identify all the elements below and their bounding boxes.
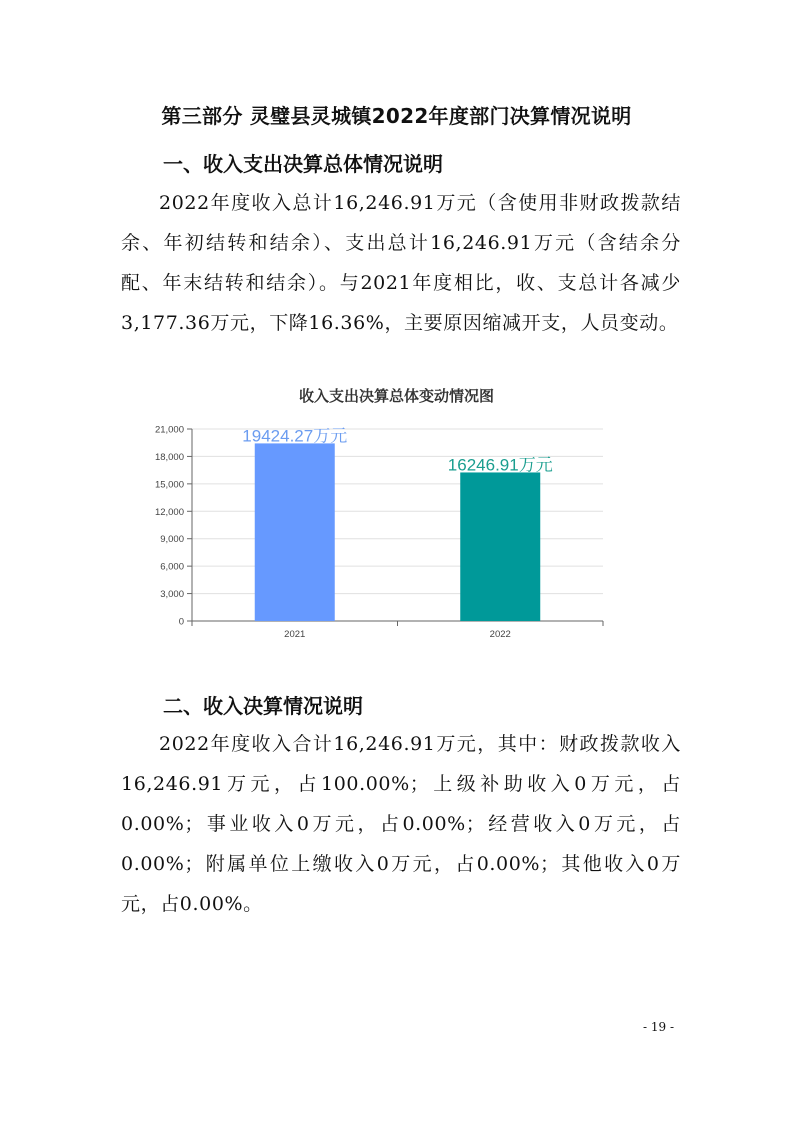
y-tick-label: 18,000 [154,451,184,463]
bar-2021 [255,443,335,621]
data-label-2022: 16246.91万元 [447,455,553,475]
page-number: - 19 - [643,1020,675,1034]
section2-heading: 二、收入决算情况说明 [163,694,363,718]
section1-paragraph: 2022年度收入总计16,246.91万元（含使用非财政拨款结余、年初结转和结余）、支出总计16,246.91万元（含结余分配、年末结转和结余）。与2021年度相比，收、支总计各减少3,177.36万元，下降16.36%，主要原因缩减开支，人员变动。 [121,192,681,334]
chart-title: 收入支出决算总体变动情况图 [298,387,494,405]
data-label-2021: 19424.27万元 [242,426,348,446]
section2-paragraph: 2022年度收入合计16,246.91万元，其中：财政拨款收入16,246.91万元，占100.00%；上级补助收入0万元，占0.00%；事业收入0万元，占0.00%；经营收入0万元，占0.00%；附属单位上缴收入0万元，占0.00%；其他收入0万元，占0.00%。 [121,733,681,915]
section1-heading: 一、收入支出决算总体情况说明 [163,152,443,176]
y-tick-label: 15,000 [154,479,184,491]
document-title: 第三部分 灵璧县灵城镇2022年度部门决算情况说明 [161,104,632,128]
y-tick-label: 12,000 [154,506,184,518]
y-tick-label: 21,000 [154,424,184,436]
x-tick-label: 2021 [284,629,306,640]
y-tick-label: 6,000 [160,561,184,573]
y-tick-label: 9,000 [160,534,184,546]
y-tick-label: 3,000 [160,589,184,601]
y-tick-label: 0 [178,616,184,628]
x-tick-label: 2022 [489,629,511,640]
bar-2022 [460,472,540,621]
